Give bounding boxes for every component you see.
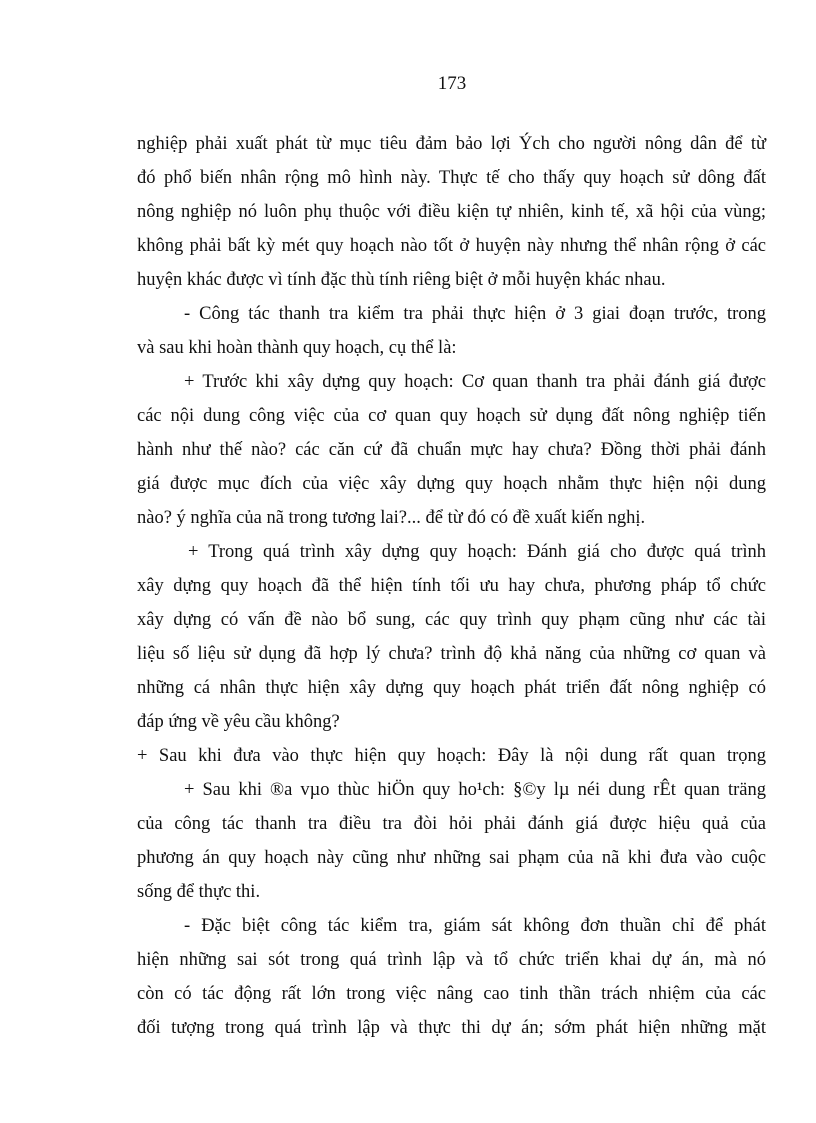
text-line: giá được mục đích của việc xây dựng quy hoạch nhằm thực hiện nội dung — [137, 474, 766, 494]
text-line: + Trước khi xây dựng quy hoạch: Cơ quan thanh tra phải đánh giá được — [184, 372, 766, 392]
text-line: của công tác thanh tra điều tra đòi hỏi phải đánh giá được hiệu quả của — [137, 814, 766, 834]
text-line: + Trong quá trình xây dựng quy hoạch: Đánh giá cho được quá trình — [188, 542, 766, 562]
text-line: không phải bất kỳ mét quy hoạch nào tốt ở huyện này nhưng thể nhân rộng ở các — [137, 236, 766, 256]
text-line: sống để thực thi. — [137, 882, 261, 902]
text-line: đối tượng trong quá trình lập và thực thi dự án; sớm phát hiện những mặt — [137, 1018, 766, 1038]
text-line: nghiệp phải xuất phát từ mục tiêu đảm bảo lợi Ých cho người nông dân để từ — [137, 134, 766, 154]
text-line-legacy-encoding: + Sau khi ®a vµo thùc hiÖn quy ho¹ch: §©y lµ néi dung rÊt quan träng — [184, 780, 766, 800]
text-line: nào? ý nghĩa của nã trong tương lai?... để từ đó có đề xuất kiến nghị. — [137, 508, 646, 528]
text-line: xây dựng có vấn đề nào bổ sung, các quy trình quy phạm cũng như các tài — [137, 610, 766, 630]
text-line: còn có tác động rất lớn trong việc nâng cao tinh thần trách nhiệm của các — [137, 984, 766, 1004]
text-line: nông nghiệp nó luôn phụ thuộc với điều kiện tự nhiên, kinh tế, xã hội của vùng; — [137, 202, 766, 222]
text-line: và sau khi hoàn thành quy hoạch, cụ thể là: — [137, 338, 457, 358]
page-number: 173 — [437, 73, 467, 94]
text-line: xây dựng quy hoạch đã thể hiện tính tối ưu hay chưa, phương pháp tổ chức — [137, 576, 766, 596]
text-line: liệu số liệu sử dụng đã hợp lý chưa? trình độ khả năng của những cơ quan và — [137, 644, 766, 664]
text-line: phương án quy hoạch này cũng như những sai phạm của nã khi đưa vào cuộc — [137, 848, 766, 868]
text-line: - Đặc biệt công tác kiểm tra, giám sát không đơn thuần chỉ để phát — [184, 916, 766, 936]
text-line: đáp ứng về yêu cầu không? — [137, 712, 340, 732]
text-line: - Công tác thanh tra kiểm tra phải thực hiện ở 3 giai đoạn trước, trong — [184, 304, 766, 324]
text-line: hiện những sai sót trong quá trình lập và tổ chức triển khai dự án, mà nó — [137, 950, 766, 970]
text-line: những cá nhân thực hiện xây dựng quy hoạch phát triển đất nông nghiệp có — [137, 678, 766, 698]
text-line: đó phổ biến nhân rộng mô hình này. Thực tế cho thấy quy hoạch sử dông đất — [137, 168, 766, 188]
text-line: các nội dung công việc của cơ quan quy hoạch sử dụng đất nông nghiệp tiến — [137, 406, 766, 426]
text-line: + Sau khi đưa vào thực hiện quy hoạch: Đây là nội dung rất quan trọng — [137, 746, 766, 766]
text-line: huyện khác được vì tính đặc thù tính riêng biệt ở mỗi huyện khác nhau. — [137, 270, 666, 290]
text-line: hành như thế nào? các căn cứ đã chuẩn mực hay chưa? Đồng thời phải đánh — [137, 440, 766, 460]
